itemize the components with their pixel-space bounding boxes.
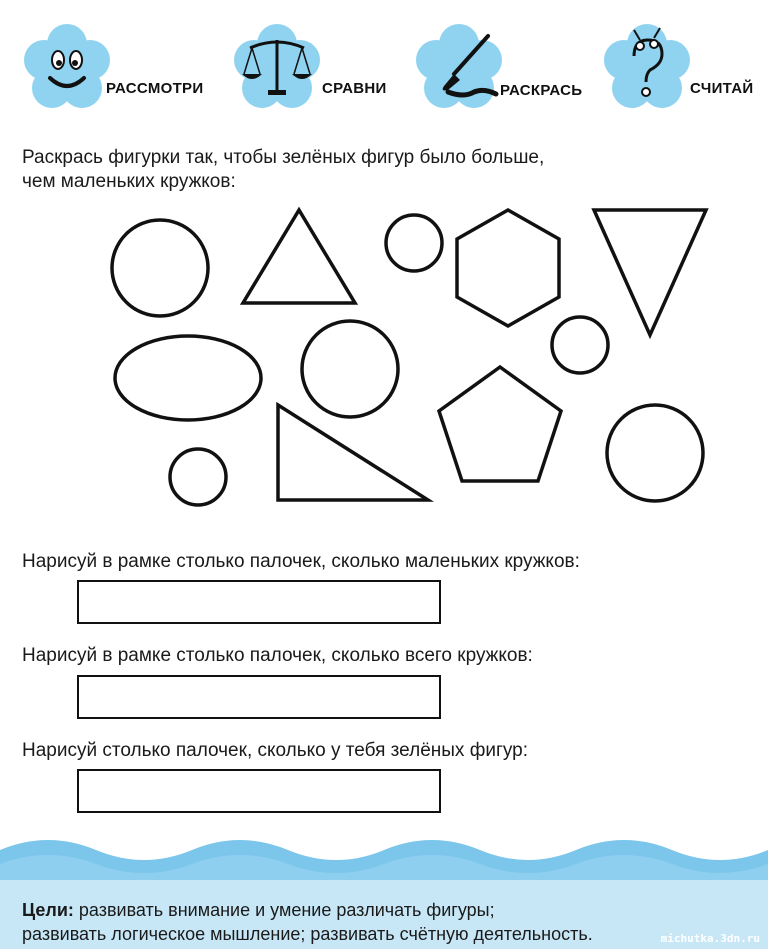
task-1-line-2: чем маленьких кружков: (22, 171, 236, 192)
large-circle (607, 405, 703, 501)
pentagon (439, 367, 561, 481)
smiley-face-icon (22, 22, 112, 112)
step-label: РАСКРАСЬ (500, 82, 583, 99)
question-bug-icon (602, 22, 692, 112)
paintbrush-icon (414, 22, 504, 112)
shapes-area (0, 195, 768, 515)
answer-box-green-shapes[interactable] (77, 769, 441, 813)
step-label: СЧИТАЙ (690, 80, 754, 97)
small-circle (552, 317, 608, 373)
triangle-up (243, 210, 355, 303)
answer-box-all-circles[interactable] (77, 675, 441, 719)
header (0, 0, 768, 120)
large-circle (112, 220, 208, 316)
goals-line-1-text: развивать внимание и умение различать фигуры; (73, 900, 495, 920)
step-label: РАССМОТРИ (106, 80, 204, 97)
goals-text (22, 898, 593, 946)
small-circle (386, 215, 442, 271)
goals-label: Цели: (22, 900, 74, 920)
triangle-down (594, 210, 706, 335)
large-circle (302, 321, 398, 417)
goals-line-1 (22, 898, 593, 922)
task-1-line-1: Раскрась фигурки так, чтобы зелёных фигур было больше, (22, 147, 545, 168)
task-3-instruction: Нарисуй в рамке столько палочек, сколько всего кружков: (22, 645, 533, 666)
task-2-instruction: Нарисуй в рамке столько палочек, сколько маленьких кружков: (22, 551, 580, 572)
task-4-instruction: Нарисуй столько палочек, сколько у тебя зелёных фигур: (22, 740, 529, 761)
scales-icon (232, 22, 322, 112)
task-1-instruction (22, 146, 544, 194)
right-triangle (278, 405, 428, 500)
hexagon (457, 210, 559, 326)
small-circle (170, 449, 226, 505)
watermark: michutka.3dn.ru (660, 932, 760, 945)
step-label: СРАВНИ (322, 80, 387, 97)
goals-line-2: развивать логическое мышление; развивать счётную деятельность. (22, 924, 593, 944)
answer-box-small-circles[interactable] (77, 580, 441, 624)
ellipse (115, 336, 261, 420)
